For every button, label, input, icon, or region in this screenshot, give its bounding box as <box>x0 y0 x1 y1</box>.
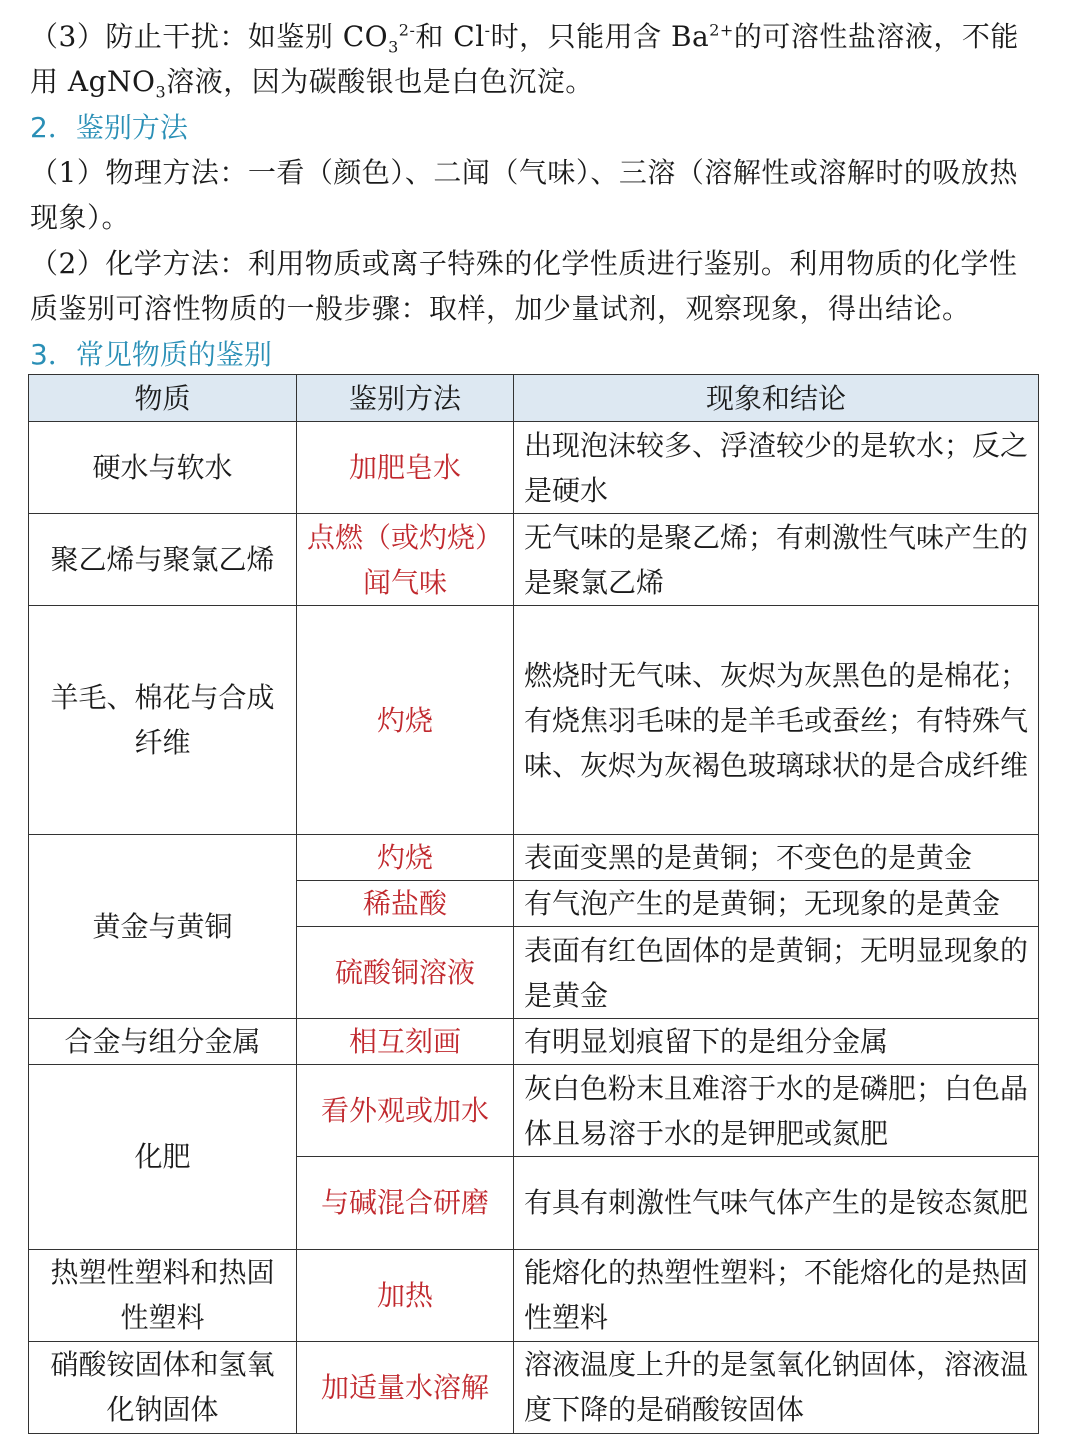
substance-cell: 黄金与黄铜 <box>29 834 297 1018</box>
table-header-row <box>29 375 1039 422</box>
result-cell: 溶液温度上升的是氢氧化钠固体，溶液温度下降的是硝酸铵固体 <box>514 1341 1039 1433</box>
method-cell: 硫酸铜溶液 <box>297 926 514 1018</box>
result-cell: 出现泡沫较多、浮渣较少的是软水；反之是硬水 <box>514 422 1039 514</box>
result-cell: 灰白色粉末且难溶于水的是磷肥；白色晶体且易溶于水的是钾肥或氮肥 <box>514 1065 1039 1157</box>
substance-cell: 硝酸铵固体和氢氧化钠固体 <box>29 1341 297 1433</box>
paragraph-chemical-method <box>30 241 1040 331</box>
method-cell: 相互刻画 <box>297 1019 514 1065</box>
method-cell: 灼烧 <box>297 834 514 880</box>
table-row <box>29 1341 1039 1433</box>
table-row <box>29 1249 1039 1341</box>
table-row <box>29 606 1039 834</box>
substance-cell: 化肥 <box>29 1065 297 1249</box>
method-cell: 加适量水溶解 <box>297 1341 514 1433</box>
result-line: 燃烧时无气味、灰烬为灰黑色的是棉花； <box>524 658 1029 692</box>
substance-cell: 羊毛、棉花与合成纤维 <box>29 606 297 834</box>
identification-table <box>28 374 1039 1434</box>
paragraph-interference <box>30 14 1040 104</box>
method-cell: 灼烧 <box>297 606 514 834</box>
result-cell: 能熔化的热塑性塑料；不能熔化的是热固性塑料 <box>514 1249 1039 1341</box>
substance-cell: 合金与组分金属 <box>29 1019 297 1065</box>
result-cell: 有明显划痕留下的是组分金属 <box>514 1019 1039 1065</box>
interference-text: （3）防止干扰：如鉴别 $CO_3^{2-}$和 Cl-时，只能用含 $Ba^{2+}$的可溶性盐溶液，不能用 AgNO$_3$溶液，因为碳酸银也是白色沉淀。 <box>30 20 1019 102</box>
method-cell: 与碱混合研磨 <box>297 1157 514 1249</box>
result-cell: 表面变黑的是黄铜；不变色的是黄金 <box>514 834 1039 880</box>
table-row <box>29 1019 1039 1065</box>
header-result: 现象和结论 <box>514 375 1039 422</box>
section-heading-common: 3．常见物质的鉴别 <box>30 338 272 371</box>
result-cell: 有气泡产生的是黄铜；无现象的是黄金 <box>514 880 1039 926</box>
header-method: 鉴别方法 <box>297 375 514 422</box>
method-cell: 加肥皂水 <box>297 422 514 514</box>
result-cell: 无气味的是聚乙烯；有刺激性气味产生的是聚氯乙烯 <box>514 514 1039 606</box>
result-cell: 有具有刺激性气味气体产生的是铵态氮肥 <box>514 1157 1039 1249</box>
result-line: 有烧焦羽毛味的是羊毛或蚕丝；有特殊气味、灰烬为灰褐色玻璃球状的是合成纤维 <box>524 703 1029 782</box>
section-heading-methods: 2．鉴别方法 <box>30 111 188 144</box>
method-cell: 看外观或加水 <box>297 1065 514 1157</box>
paragraph-physical-method <box>30 150 1040 240</box>
method-cell: 稀盐酸 <box>297 880 514 926</box>
substance-cell: 热塑性塑料和热固性塑料 <box>29 1249 297 1341</box>
method-cell: 点燃（或灼烧）闻气味 <box>297 514 514 606</box>
header-substance: 物质 <box>29 375 297 422</box>
substance-cell: 硬水与软水 <box>29 422 297 514</box>
method-cell: 加热 <box>297 1249 514 1341</box>
substance-cell: 聚乙烯与聚氯乙烯 <box>29 514 297 606</box>
table-row <box>29 1065 1039 1157</box>
table-row <box>29 514 1039 606</box>
result-cell <box>514 606 1039 834</box>
physical-method-text: （1）物理方法：一看（颜色）、二闻（气味）、三溶（溶解性或溶解时的吸放热现象）。 <box>30 156 1018 234</box>
result-cell: 表面有红色固体的是黄铜；无明显现象的是黄金 <box>514 926 1039 1018</box>
chemical-method-text: （2）化学方法：利用物质或离子特殊的化学性质进行鉴别。利用物质的化学性质鉴别可溶性物质的一般步骤：取样，加少量试剂，观察现象，得出结论。 <box>30 247 1018 325</box>
table-row <box>29 834 1039 880</box>
table-row <box>29 422 1039 514</box>
